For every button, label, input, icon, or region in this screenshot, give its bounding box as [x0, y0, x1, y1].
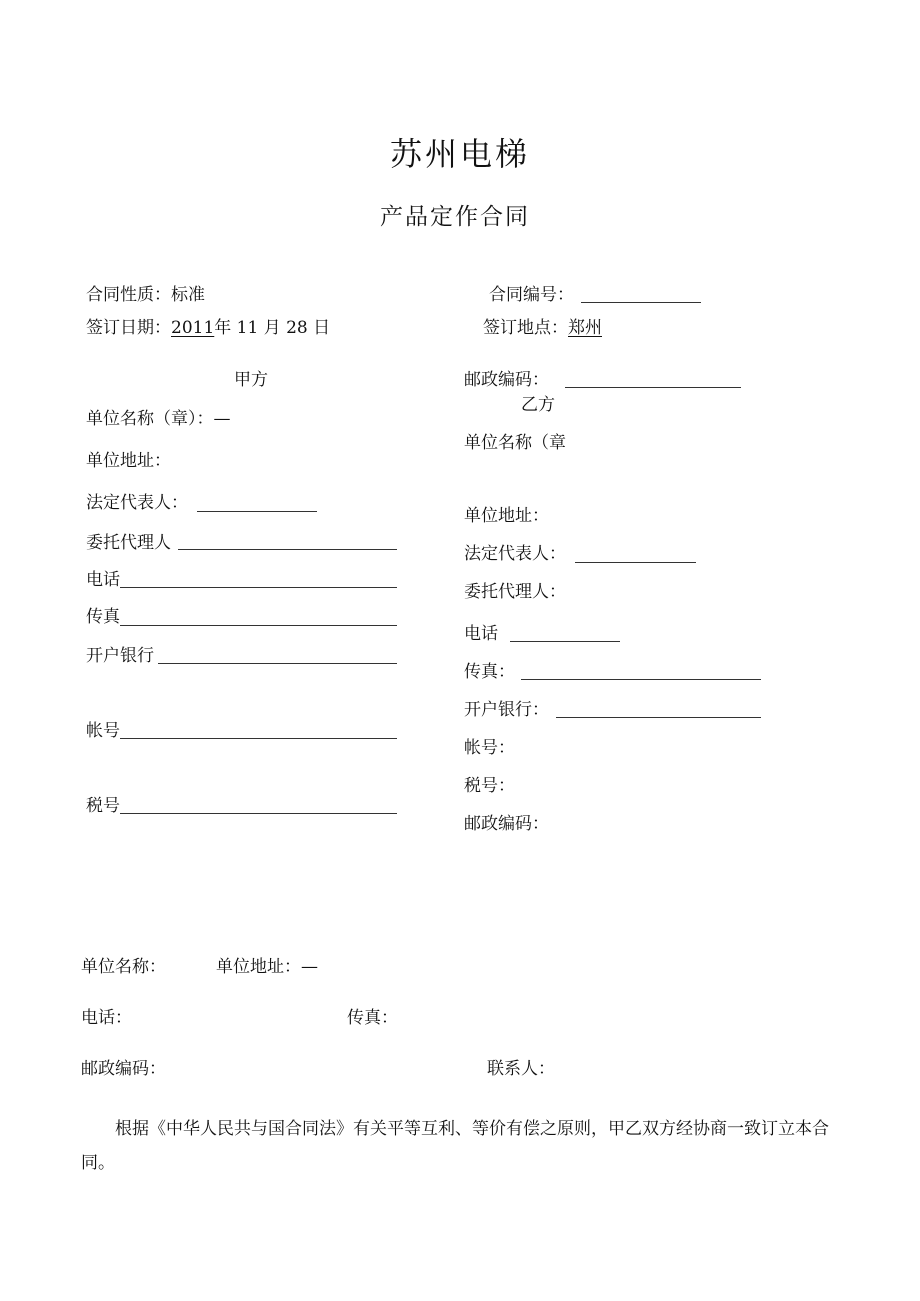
party-a-bank: 开户银行	[86, 646, 154, 666]
signing-date-rest: 年 11 月 28 日	[214, 318, 331, 338]
third-party-fax: 传真：	[347, 1008, 398, 1028]
contract-number-blank	[581, 302, 701, 303]
party-b-heading: 乙方	[521, 395, 555, 415]
signing-place-label: 签订地点：	[483, 318, 568, 338]
party-a-agent-blank	[178, 549, 397, 550]
party-a-account: 帐号	[86, 721, 120, 741]
party-a-agent: 委托代理人	[86, 533, 171, 553]
party-a-address: 单位地址：	[86, 451, 171, 471]
contract-intro-paragraph: 根据《中华人民共与国合同法》有关平等互利、等价有偿之原则，甲乙双方经协商一致订立本合同。	[81, 1119, 829, 1173]
party-b-name: 单位名称（章	[464, 433, 566, 453]
contract-nature-label: 合同性质：	[86, 285, 171, 305]
party-a-legal-rep-blank	[197, 511, 317, 512]
party-b-postcode-top: 邮政编码：	[464, 370, 549, 390]
document-title: 苏州电梯	[389, 135, 530, 173]
party-b-postcode: 邮政编码：	[464, 814, 549, 834]
third-party-name: 单位名称：	[81, 957, 166, 977]
party-a-fax: 传真	[86, 607, 120, 627]
signing-date-label: 签订日期：	[86, 318, 171, 338]
signing-date	[86, 317, 330, 339]
document-subtitle: 产品定作合同	[380, 204, 530, 230]
third-party-address: 单位地址：—	[216, 957, 318, 977]
party-b-account: 帐号：	[464, 738, 515, 758]
signing-place	[483, 317, 602, 339]
party-b-agent: 委托代理人：	[464, 582, 566, 602]
party-b-postcode-top-blank	[565, 387, 741, 388]
party-a-phone: 电话	[86, 570, 120, 590]
party-b-fax-blank	[521, 679, 761, 680]
third-party-postcode: 邮政编码：	[81, 1059, 166, 1079]
party-b-tax: 税号：	[464, 776, 515, 796]
party-b-address: 单位地址：	[464, 506, 549, 526]
party-a-bank-blank	[158, 663, 397, 664]
party-a-tax-blank	[120, 813, 397, 814]
party-b-phone-blank	[510, 641, 620, 642]
party-b-fax: 传真：	[464, 662, 515, 682]
third-party-contact: 联系人：	[487, 1059, 555, 1079]
party-a-tax: 税号	[86, 796, 120, 816]
party-a-phone-blank	[120, 587, 397, 588]
party-b-legal-rep-blank	[575, 562, 696, 563]
party-a-heading: 甲方	[234, 370, 268, 390]
contract-nature-value: 标准	[171, 285, 205, 305]
signing-date-year: 2011	[171, 318, 215, 338]
party-b-phone: 电话	[464, 624, 498, 644]
third-party-phone: 电话：	[81, 1008, 132, 1028]
contract-nature	[86, 284, 205, 306]
party-a-account-blank	[120, 738, 397, 739]
signing-place-value: 郑州	[568, 318, 602, 338]
party-b-bank-blank	[556, 717, 761, 718]
party-a-fax-blank	[120, 625, 397, 626]
party-b-legal-rep: 法定代表人：	[464, 544, 566, 564]
party-a-name: 单位名称（章）：—	[86, 409, 231, 429]
contract-number-label: 合同编号：	[489, 285, 574, 305]
party-b-bank: 开户银行：	[464, 700, 549, 720]
party-a-legal-rep: 法定代表人：	[86, 493, 188, 513]
